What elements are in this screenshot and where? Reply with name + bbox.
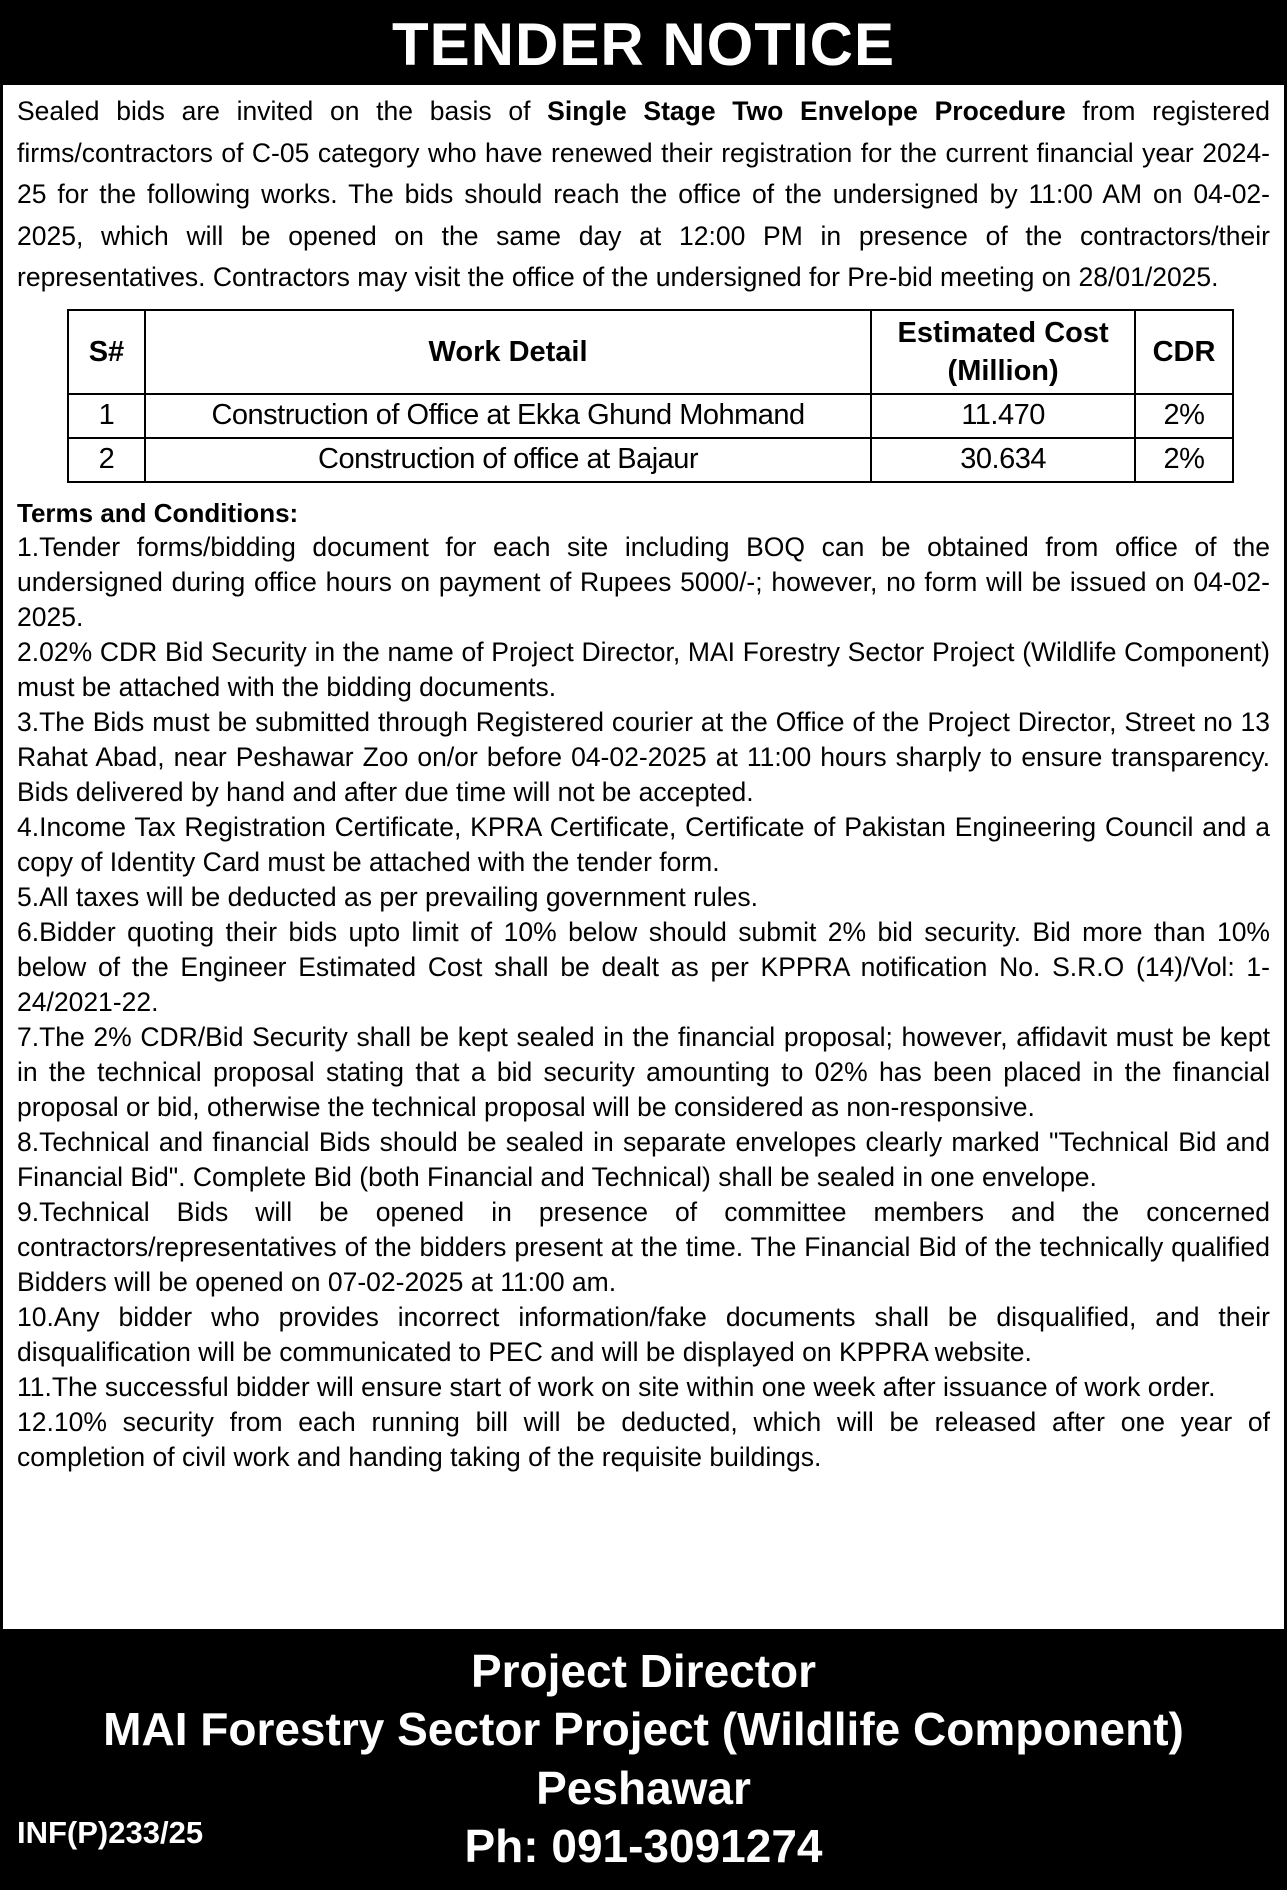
term-item: 6.Bidder quoting their bids upto limit of 10% below should submit 2% bid security. Bid more than 10% below of the Engineer Estimated Cost shall be dealt as per KPPRA notification No. S.R.O (14)/Vol: 1-24/2021-22. [17, 916, 1270, 1017]
notice-header [3, 3, 1284, 85]
footer-designation: Project Director [470, 1645, 817, 1697]
row-work-detail: Construction of office at Bajaur [145, 438, 871, 482]
term-item: 5.All taxes will be deducted as per prevailing government rules. [17, 881, 758, 912]
works-table [67, 309, 1234, 483]
table-header-row [68, 310, 1233, 394]
table-row [68, 394, 1233, 438]
term-item: 12.10% security from each running bill will be deducted, which will be released after one year of completion of civil work and handing taking of the requisite buildings. [17, 1406, 1270, 1472]
term-item: 2.02% CDR Bid Security in the name of Project Director, MAI Forestry Sector Project (Wildlife Component) must be attached with the bidding documents. [17, 636, 1270, 702]
row-work-detail: Construction of Office at Ekka Ghund Mohmand [145, 394, 871, 438]
terms-title: Terms and Conditions: [17, 497, 299, 528]
header-cdr: CDR [1135, 310, 1233, 394]
header-cost-line1: Estimated Cost [897, 316, 1109, 349]
term-item: 10.Any bidder who provides incorrect information/fake documents shall be disqualified, and their disqualification will be communicated to PEC and will be displayed on KPPRA website. [17, 1301, 1270, 1367]
table-row [68, 438, 1233, 482]
notice-footer [3, 1629, 1284, 1887]
header-estimated-cost [871, 310, 1135, 394]
row-cdr: 2% [1135, 438, 1233, 482]
header-work-detail: Work Detail [145, 310, 871, 394]
intro-text-start: Sealed bids are invited on the basis of [17, 96, 548, 126]
footer-city: Peshawar [536, 1762, 751, 1814]
term-item: 8.Technical and financial Bids should be sealed in separate envelopes clearly marked "Technical Bid and Financial Bid". Complete Bid (both Financial and Technical) shall be sealed in one envelope. [17, 1126, 1270, 1192]
term-item: 1.Tender forms/bidding document for each site including BOQ can be obtained from office of the undersigned during office hours on payment of Rupees 5000/-; however, no form will be issued on 04-02-2025. [17, 531, 1270, 632]
footer-reference-number: INF(P)233/25 [17, 1815, 204, 1850]
footer-organization: MAI Forestry Sector Project (Wildlife Component) [103, 1703, 1184, 1755]
terms-list [17, 530, 1270, 1475]
header-sno: S# [68, 310, 145, 394]
row-sno: 1 [68, 394, 145, 438]
term-item: 9.Technical Bids will be opened in presence of committee members and the concerned contractors/representatives of the bidders present at the time. The Financial Bid of the technically qualified Bidders will be opened on 07-02-2025 at 11:00 am. [17, 1196, 1270, 1297]
notice-body [3, 85, 1284, 1475]
term-item: 11.The successful bidder will ensure start of work on site within one week after issuance of work order. [17, 1371, 1216, 1402]
notice-title: TENDER NOTICE [391, 10, 896, 78]
header-cost-line2: (Million) [947, 354, 1059, 387]
row-sno: 2 [68, 438, 145, 482]
term-item: 7.The 2% CDR/Bid Security shall be kept sealed in the financial proposal; however, affidavit must be kept in the technical proposal stating that a bid security amounting to 02% has been placed in the financial proposal or bid, otherwise the technical proposal will be considered as non-responsive. [17, 1021, 1270, 1122]
row-estimated-cost: 11.470 [871, 394, 1135, 438]
procedure-name: Single Stage Two Envelope Procedure [547, 96, 1066, 126]
intro-paragraph [17, 91, 1270, 299]
footer-phone: Ph: 091-3091274 [464, 1820, 823, 1872]
row-estimated-cost: 30.634 [871, 438, 1135, 482]
term-item: 4.Income Tax Registration Certificate, KPRA Certificate, Certificate of Pakistan Engineering Council and a copy of Identity Card must be attached with the tender form. [17, 811, 1270, 877]
intro-text-rest: from registered firms/contractors of C-05 category who have renewed their registration for the current financial year 2024-25 for the following works. The bids should reach the office of the undersigned by 11:00 AM on 04-02-2025, which will be opened on the same day at 12:00 PM in presence of the contractors/their representatives. Contractors may visit the office of the undersigned for Pre-bid meeting on 28/01/2025. [17, 96, 1270, 292]
row-cdr: 2% [1135, 394, 1233, 438]
term-item: 3.The Bids must be submitted through Registered courier at the Office of the Project Director, Street no 13 Rahat Abad, near Peshawar Zoo on/or before 04-02-2025 at 11:00 hours sharply to ensure transparency. Bids delivered by hand and after due time will not be accepted. [17, 706, 1270, 807]
